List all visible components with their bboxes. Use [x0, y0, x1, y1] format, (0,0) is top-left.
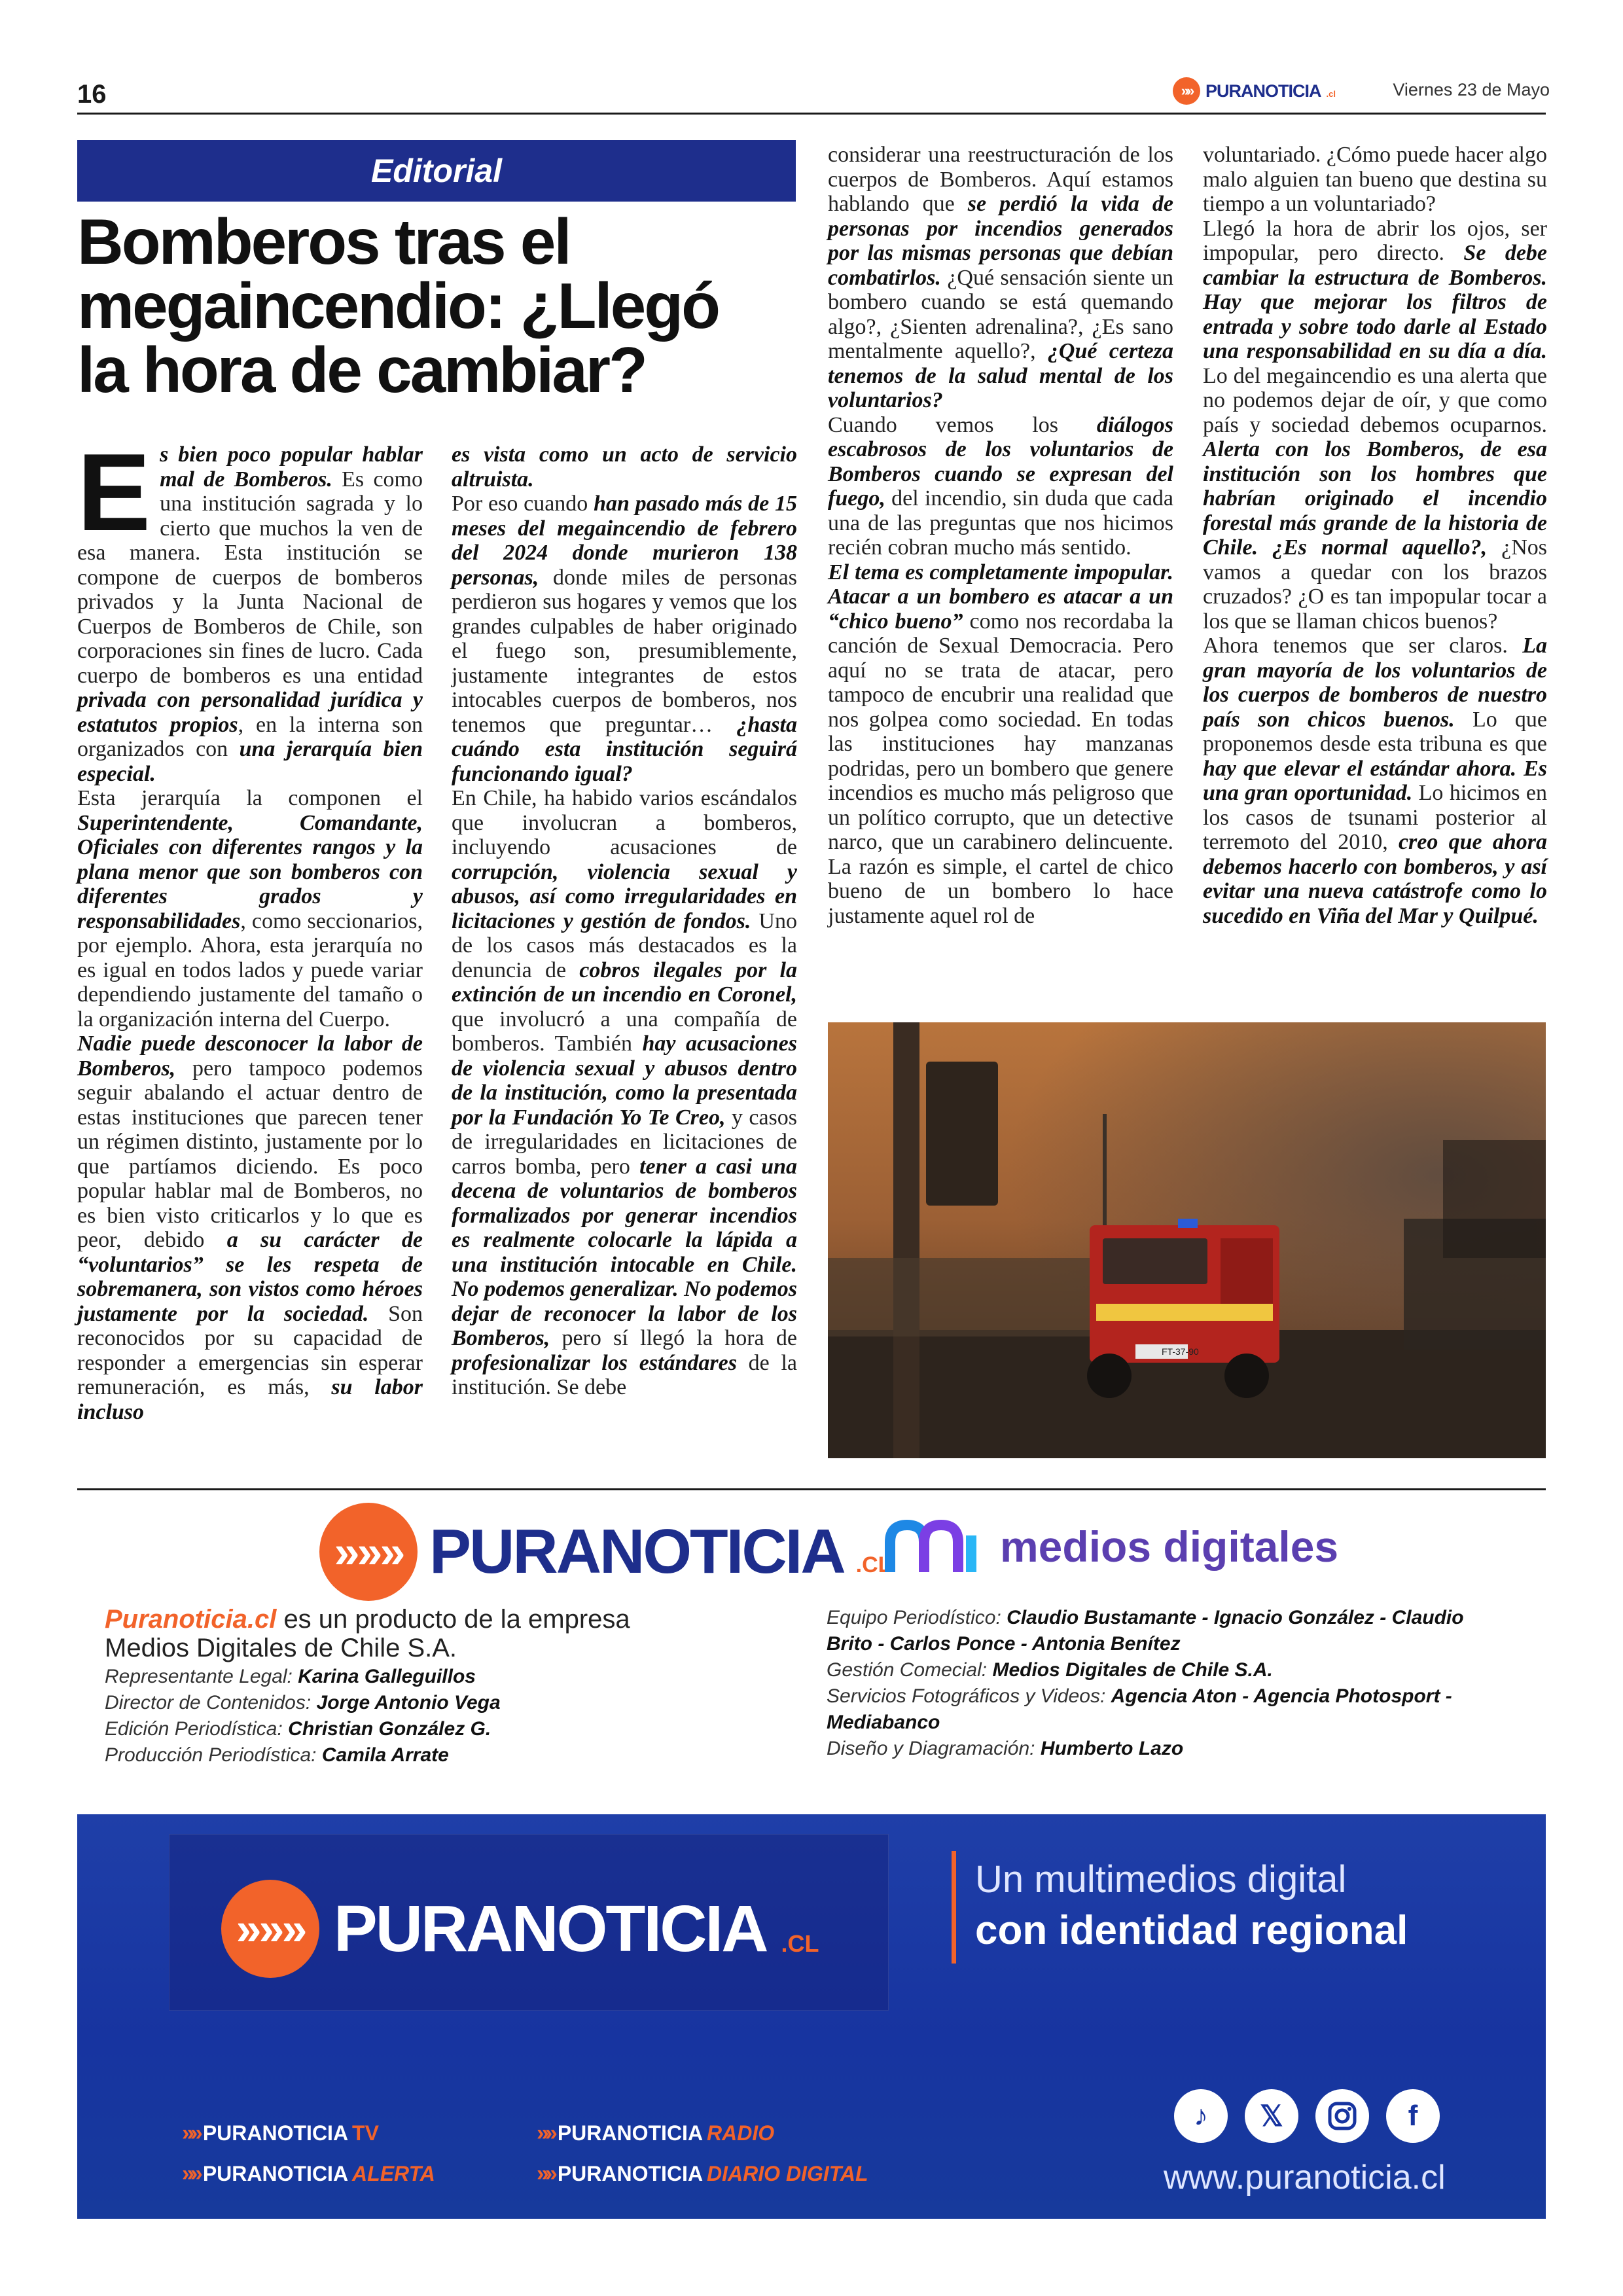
- headline-line: la hora de cambiar?: [77, 334, 646, 406]
- headline: [77, 206, 797, 406]
- tagline-line-1: Un multimedios digital: [975, 1858, 1347, 1901]
- credits-left: [105, 1605, 630, 1768]
- article-column-1: [77, 431, 423, 1424]
- body-text: En Chile, ha habido varios escándalos que involucran a bomberos, incluyendo acusaciones de: [452, 786, 797, 859]
- masthead-brand-name: PURANOTICIA: [429, 1516, 844, 1587]
- credit-value: Camila Arrate: [321, 1744, 449, 1766]
- truck-plate: FT-37-90: [1162, 1346, 1199, 1357]
- header-brand-name: PURANOTICIA: [1205, 81, 1321, 101]
- masthead-brand: [319, 1503, 891, 1601]
- body-text: Lo que proponemos desde esta tribuna es que: [1203, 707, 1548, 756]
- header-divider: [77, 113, 1546, 115]
- body-text: Por eso cuando: [452, 492, 594, 516]
- header-brand: [1173, 77, 1336, 105]
- subbrand-suffix: RADIO: [707, 2121, 775, 2145]
- credit-value: Christian González G.: [288, 1718, 491, 1740]
- article-paragraph: [828, 143, 1173, 413]
- tagline-accent-bar: [952, 1851, 956, 1964]
- emphasis-text: cobros ilegales por la extinción de un incendio en Coronel,: [452, 958, 798, 1007]
- body-text: donde miles de personas perdieron sus hogares y vemos que los grandes culpables de haber originado el fuego son, presumiblemente, justamente integrantes de estos intocables cuerpos de bomberos, nos tenemos que preguntar…: [452, 565, 797, 737]
- credit-line: [105, 1690, 630, 1716]
- article-paragraph: [828, 413, 1173, 560]
- body-text: como nos recordaba la canción de Sexual Democracia. Pero aquí no se trata de atacar, pero tampoco de encubrir una realidad que nos golpea como sociedad. En todas las instituciones hay manzanas podridas, pero un bombero que genere incendios es mucho más peligroso que un político corrupto, que un detective narco, que un carabinero delincuente. La razón es simple, el cartel de chico bueno de un bombero lo hace justamente aquel rol de: [828, 609, 1173, 928]
- article-column-2: [452, 442, 797, 1400]
- body-text: Es como una institución sagrada y lo cierto que muchos la ven de esa manera. Esta institución se compone de cuerpos de bomberos privados y la Junta Nacional de Cuerpos de Bomberos de Chile, son corporaciones sin fines de lucro. Cada cuerpo de bomberos es una entidad: [77, 467, 423, 688]
- tiktok-icon[interactable]: ♪: [1174, 2089, 1228, 2143]
- article-column-4: [1203, 143, 1547, 928]
- company-name: Medios Digitales de Chile S.A.: [105, 1634, 457, 1662]
- body-text: ¿Nos vamos a quedar con los brazos cruzados? ¿O es tan impopular tocar a los que se llaman chicos buenos?: [1203, 535, 1547, 634]
- credit-line: [827, 1736, 1494, 1762]
- credit-label: Representante Legal:: [105, 1666, 293, 1687]
- emphasis-text: El tema es completamente impopular. Atacar a un bombero es atacar a un “chico bueno”: [828, 560, 1173, 634]
- body-text: , en la interna son organizados con: [77, 712, 423, 761]
- body-text: Lo del megaincendio es una alerta que no podemos dejar de oír, y que como país y sociedad debemos ocuparnos.: [1203, 363, 1547, 437]
- subbrand-name: PURANOTICIA: [557, 2121, 704, 2145]
- issue-date: Viernes 23 de Mayo: [1393, 80, 1550, 99]
- body-text: voluntariado. ¿Cómo puede hacer algo malo alguien tan bueno que destina su tiempo a un voluntariado?: [1203, 143, 1547, 216]
- body-text: y casos de irregularidades en licitaciones de carros bomba, pero: [452, 1105, 797, 1179]
- credit-label: Equipo Periodístico:: [827, 1607, 1001, 1628]
- publisher-line: [105, 1605, 630, 1634]
- emphasis-text: creo que ahora debemos hacerlo con bomberos, y así evitar una nueva catástrofe como lo sucedido en Viña del Mar y Quilpué.: [1203, 830, 1548, 928]
- section-label: Editorial: [77, 140, 796, 202]
- publisher-intro: es un producto de la empresa: [283, 1605, 630, 1634]
- medios-digitales-icon: [885, 1516, 983, 1577]
- credit-line: [827, 1683, 1494, 1736]
- subbrand-name: PURANOTICIA: [557, 2162, 704, 2185]
- emphasis-text: privada con personalidad jurídica y estatutos propios: [77, 688, 423, 737]
- subbrand-suffix: TV: [352, 2121, 379, 2145]
- body-text: Ahora tenemos que ser claros.: [1203, 634, 1523, 658]
- credit-value: Humberto Lazo: [1040, 1738, 1184, 1759]
- body-text: que involucró a una compañía de bomberos. También: [452, 1007, 797, 1056]
- masthead-brand-suffix: .CL: [855, 1552, 892, 1577]
- article-column-3: [828, 143, 1173, 928]
- headline-line: megaincendio: ¿Llegó: [77, 270, 719, 342]
- emphasis-text: Se debe cambiar la estructura de Bomberos. Hay que mejorar los filtros de entrada y sobre todo darle al Estado una responsabilidad en su día a día.: [1203, 241, 1548, 363]
- brand-chevrons-icon: »»: [1173, 77, 1200, 105]
- emphasis-text: ¿Qué certeza tenemos de la salud mental de los voluntarios?: [828, 339, 1173, 412]
- article-paragraph: [77, 786, 423, 1031]
- credit-label: Servicios Fotográficos y Videos:: [827, 1685, 1106, 1707]
- emphasis-text: su labor incluso: [77, 1375, 423, 1424]
- emphasis-text: Nadie puede desconocer la labor de Bomberos,: [77, 1031, 423, 1081]
- emphasis-text: hay que elevar el estándar ahora. Es una gran oportunidad.: [1203, 756, 1547, 805]
- credit-value: Karina Galleguillos: [298, 1666, 476, 1687]
- chevrons-icon: »»: [537, 2161, 554, 2186]
- emphasis-text: se perdió la vida de personas por incendios generados por las mismas personas que debían combatirlos.: [828, 192, 1174, 290]
- publisher-name: Puranoticia.cl: [105, 1605, 277, 1634]
- facebook-icon[interactable]: f: [1386, 2089, 1440, 2143]
- body-text: Cuando vemos los: [828, 412, 1097, 437]
- fire-truck-photo: [828, 1022, 1546, 1458]
- credit-line: [105, 1742, 630, 1768]
- drop-cap: E: [77, 431, 151, 554]
- body-text: ¿Qué sensación siente un bombero cuando se está quemando algo?, ¿Sienten adrenalina?, ¿Es sano mentalmente aquello?,: [828, 265, 1173, 363]
- brand-chevrons-icon: »»»: [221, 1880, 319, 1978]
- page-number: 16: [77, 80, 107, 109]
- banner-brand-suffix: .CL: [781, 1930, 819, 1957]
- emphasis-text: han pasado más de 15 meses del megaincendio de febrero del 2024 donde murieron 138 personas,: [452, 492, 797, 590]
- credit-label: Producción Periodística:: [105, 1744, 317, 1766]
- header-brand-suffix: .cl: [1326, 88, 1336, 99]
- credit-value: Claudio Bustamante - Ignacio González - Claudio Brito - Carlos Ponce - Antonia Benítez: [827, 1607, 1464, 1655]
- article-paragraph: [452, 442, 797, 492]
- emphasis-text: La gran mayoría de los voluntarios de los cuerpos de bomberos de nuestro país son chicos buenos.: [1203, 634, 1547, 732]
- emphasis-text: a su carácter de “voluntarios” se les respeta de sobremanera, son vistos como héroes justamente por la sociedad.: [77, 1228, 423, 1326]
- subbrand-name: PURANOTICIA: [202, 2121, 349, 2145]
- body-text: del incendio, sin duda que cada una de las preguntas que nos hicimos recién cobran mucho más sentido.: [828, 486, 1173, 560]
- masthead-divider: [77, 1488, 1546, 1490]
- credit-label: Diseño y Diagramación:: [827, 1738, 1035, 1759]
- subbrand-diario-digital[interactable]: [537, 2161, 868, 2187]
- article-paragraph: [452, 492, 797, 786]
- body-text: Llegó la hora de abrir los ojos, ser impopular, pero directo.: [1203, 216, 1547, 265]
- credit-value: Medios Digitales de Chile S.A.: [992, 1659, 1273, 1681]
- emphasis-text: corrupción, violencia sexual y abusos, así como irregularidades en licitaciones y gestión de fondos.: [452, 859, 797, 933]
- body-text: pero tampoco podemos seguir abalando el actuar dentro de estas instituciones que parecen tener un régimen distinto, justamente por lo que partíamos diciendo. Es poco popular hablar mal de Bomberos, no es bien visto criticarlos y lo que es peor, debido: [77, 1056, 423, 1252]
- chevrons-icon: »»: [182, 2161, 199, 2186]
- partner-logo: [885, 1516, 1338, 1577]
- credit-line: [105, 1716, 630, 1742]
- emphasis-text: Alerta con los Bomberos, de esa institución son los hombres que habrían originado el incendio forestal más grande de la historia de Chile. ¿Es normal aquello?,: [1203, 437, 1547, 560]
- subbrand-suffix: DIARIO DIGITAL: [707, 2162, 868, 2185]
- body-text: Uno de los casos más destacados es la denuncia de: [452, 908, 797, 982]
- emphasis-text: Superintendente, Comandante, Oficiales con diferentes rangos y la plana menor que son bomberos con diferentes grados y responsabilidades: [77, 810, 423, 933]
- body-text: pero sí llegó la hora de: [550, 1326, 797, 1350]
- tagline-line-2: con identidad regional: [975, 1908, 1408, 1953]
- credit-label: Edición Periodística:: [105, 1718, 283, 1740]
- chevrons-icon: »»: [182, 2121, 199, 2145]
- article-paragraph: [1203, 217, 1547, 634]
- emphasis-text: profesionalizar los estándares: [452, 1350, 737, 1375]
- banner-brand: [221, 1880, 819, 1978]
- headline-line: Bomberos tras el: [77, 206, 570, 278]
- credit-label: Director de Contenidos:: [105, 1692, 312, 1713]
- credit-value: Agencia Aton - Agencia Photosport - Mediabanco: [827, 1685, 1452, 1733]
- instagram-icon[interactable]: [1315, 2089, 1369, 2143]
- subbrand-tv[interactable]: [182, 2121, 379, 2146]
- body-text: , como seccionarios, por ejemplo. Ahora, esta jerarquía no es igual en todos lados y puede variar dependiendo justamente del tamaño o la organización interna del Cuerpo.: [77, 908, 423, 1031]
- brand-chevrons-icon: »»»: [319, 1503, 418, 1601]
- banner-brand-name: PURANOTICIA: [334, 1892, 767, 1965]
- subbrand-radio[interactable]: [537, 2121, 774, 2146]
- article-paragraph: [452, 786, 797, 1400]
- subbrand-alerta[interactable]: [182, 2161, 435, 2187]
- credit-line: [827, 1657, 1494, 1683]
- body-text: Esta jerarquía la componen el: [77, 786, 423, 810]
- article-paragraph: [1203, 634, 1547, 928]
- body-text: considerar una reestructuración de los cuerpos de Bomberos. Aquí estamos hablando que: [828, 143, 1173, 216]
- website-url[interactable]: www.puranoticia.cl: [1164, 2159, 1446, 2197]
- credit-value: Jorge Antonio Vega: [316, 1692, 501, 1713]
- body-text: de la institución. Se debe: [452, 1350, 797, 1399]
- emphasis-text: s bien poco popular hablar mal de Bomberos.: [160, 442, 423, 492]
- credit-line: [105, 1664, 630, 1690]
- emphasis-text: diálogos escabrosos de los voluntarios de Bomberos cuando se expresan del fuego,: [828, 412, 1173, 511]
- credits-right: [827, 1605, 1494, 1762]
- emphasis-text: es vista como un acto de servicio altruista.: [452, 442, 797, 492]
- article-paragraph: [77, 1031, 423, 1424]
- article-paragraph: [828, 560, 1173, 929]
- emphasis-text: ¿hasta cuándo esta institución seguirá funcionando igual?: [452, 712, 797, 786]
- subbrand-name: PURANOTICIA: [202, 2162, 349, 2185]
- credit-label: Gestión Comecial:: [827, 1659, 988, 1681]
- emphasis-text: tener a casi una decena de voluntarios de bomberos formalizados por generar incendios es realmente colocarle la lápida a una institución intocable en Chile. No podemos generalizar. No podemos dejar de reconocer la labor de los Bomberos,: [452, 1154, 797, 1350]
- emphasis-text: hay acusaciones de violencia sexual y abusos dentro de la institución, como la presentada por la Fundación Yo Te Creo,: [452, 1031, 797, 1130]
- body-text: Lo hicimos en los casos de tsunami posterior al terremoto del 2010,: [1203, 781, 1547, 854]
- chevrons-icon: »»: [537, 2121, 554, 2145]
- emphasis-text: una jerarquía bien especial.: [77, 737, 423, 786]
- body-text: Son reconocidos por su capacidad de responder a emergencias sin esperar remuneración, es más,: [77, 1301, 423, 1399]
- subbrand-suffix: ALERTA: [352, 2162, 435, 2185]
- article-paragraph: [1203, 143, 1547, 217]
- puranoticia-banner-ad[interactable]: [77, 1814, 1546, 2219]
- x-icon[interactable]: 𝕏: [1245, 2089, 1298, 2143]
- partner-name: medios digitales: [1000, 1522, 1339, 1571]
- credit-line: [827, 1605, 1494, 1657]
